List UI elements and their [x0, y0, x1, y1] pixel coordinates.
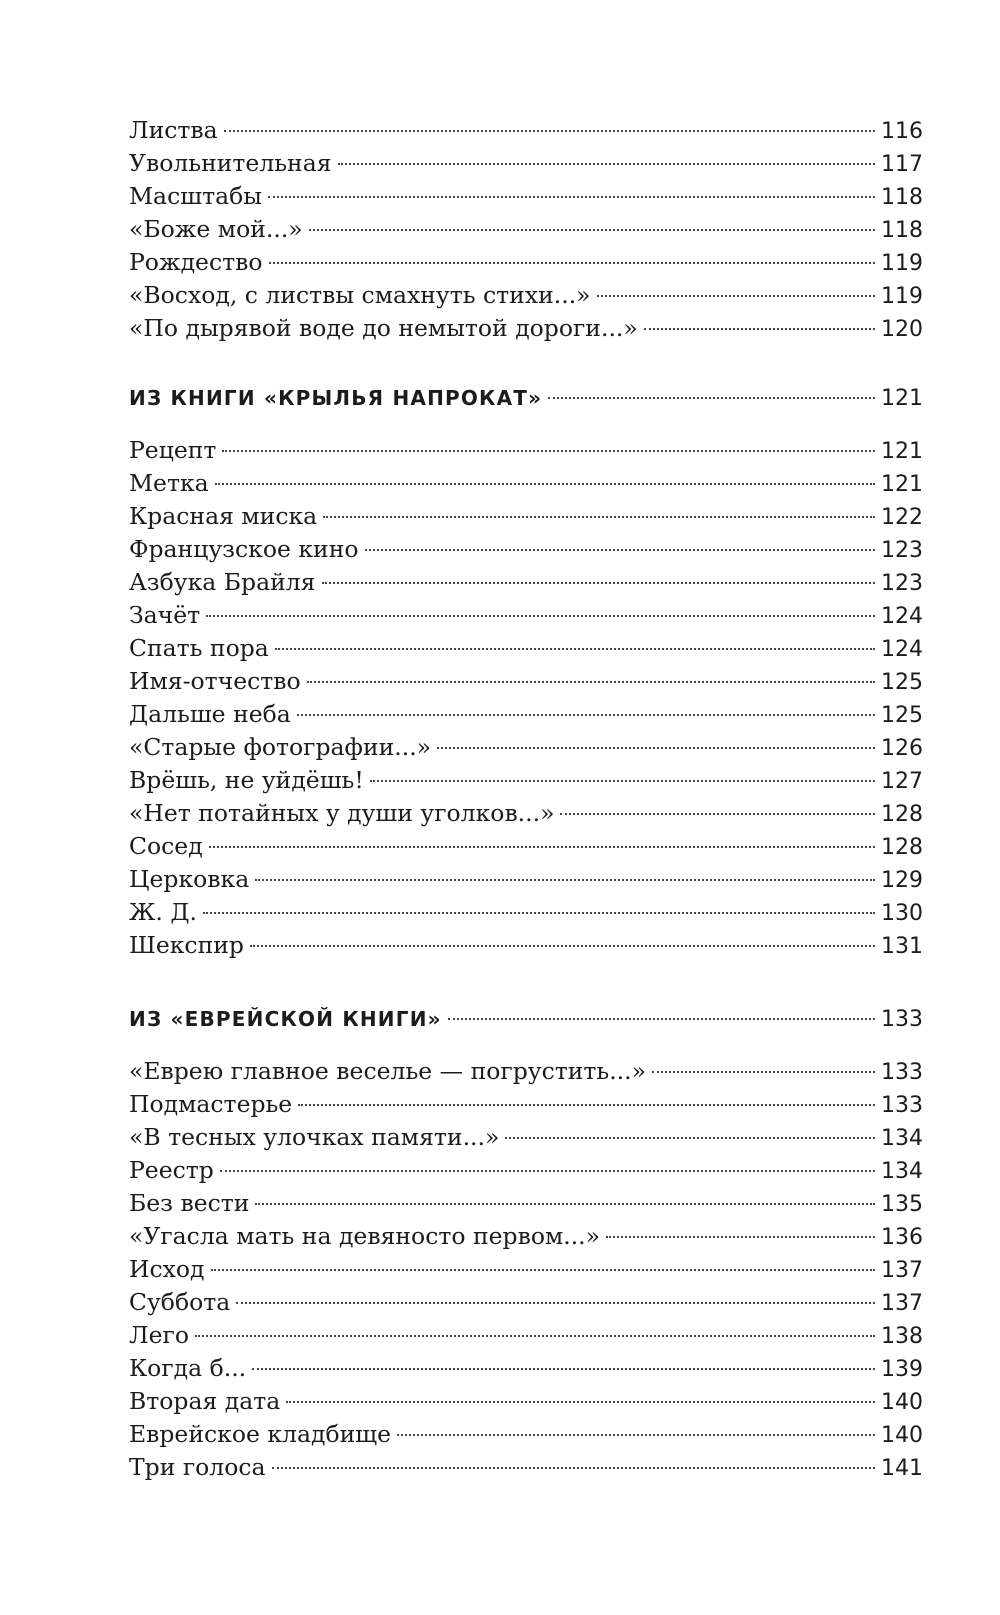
dot-leader	[269, 262, 876, 264]
toc-entry-title: Метка	[129, 469, 209, 497]
dot-leader	[437, 747, 875, 749]
dot-leader	[224, 130, 875, 132]
toc-entry-title: Азбука Брайля	[129, 568, 316, 596]
section-heading-title: ИЗ «ЕВРЕЙСКОЙ КНИГИ»	[129, 1007, 442, 1031]
toc-entry-title: «По дырявой воде до немытой дороги...»	[129, 314, 638, 342]
section-heading-title: ИЗ КНИГИ «КРЫЛЬЯ НАПРОКАТ»	[129, 386, 543, 410]
dot-leader	[397, 1434, 875, 1436]
toc-entry-page-number: 121	[881, 439, 923, 464]
toc-entry	[129, 566, 923, 599]
dot-leader	[309, 229, 875, 231]
dot-leader	[195, 1335, 875, 1337]
dot-leader	[323, 516, 875, 518]
toc-section	[129, 1002, 923, 1484]
toc-entry	[129, 279, 923, 312]
toc-entry-title: Зачёт	[129, 601, 201, 629]
toc-entry-page-number: 120	[881, 317, 923, 342]
toc-entry-page-number: 135	[881, 1192, 923, 1217]
toc-entry-page-number: 141	[881, 1456, 923, 1481]
dot-leader	[275, 648, 875, 650]
toc-entry-title: Реестр	[129, 1156, 214, 1184]
toc-entry-page-number: 139	[881, 1357, 923, 1382]
toc-entry	[129, 434, 923, 467]
toc-entry	[129, 896, 923, 929]
toc-entry	[129, 863, 923, 896]
toc-entry-title: Суббота	[129, 1288, 231, 1316]
toc-entry-title: «Еврею главное веселье — погрустить...»	[129, 1057, 646, 1085]
toc-entry	[129, 1418, 923, 1451]
dot-leader	[211, 1269, 875, 1271]
toc-entry-page-number: 133	[881, 1093, 923, 1118]
toc-entry	[129, 665, 923, 698]
toc-entry-title: Красная миска	[129, 502, 318, 530]
table-of-contents	[129, 114, 923, 1484]
toc-entry	[129, 797, 923, 830]
dot-leader	[250, 945, 875, 947]
toc-entry-title: Церковка	[129, 865, 250, 893]
dot-leader	[286, 1401, 875, 1403]
dot-leader	[220, 1170, 875, 1172]
dot-leader	[215, 483, 875, 485]
toc-entry-title: Три голоса	[129, 1453, 266, 1481]
toc-entry-page-number: 126	[881, 736, 923, 761]
toc-entry-title: Масштабы	[129, 182, 262, 210]
toc-entry-title: Подмастерье	[129, 1090, 293, 1118]
toc-entry-title: «В тесных улочках памяти...»	[129, 1123, 500, 1151]
toc-entry-title: Рождество	[129, 248, 263, 276]
toc-entry	[129, 1055, 923, 1088]
toc-entry-page-number: 123	[881, 538, 923, 563]
toc-entry-title: Имя-отчество	[129, 667, 301, 695]
toc-entry-page-number: 128	[881, 802, 923, 827]
dot-leader	[307, 681, 875, 683]
dot-leader	[203, 912, 875, 914]
dot-leader	[268, 196, 875, 198]
toc-entry	[129, 1385, 923, 1418]
dot-leader	[548, 397, 875, 399]
toc-entry-title: Сосед	[129, 832, 203, 860]
section-heading-page-number: 133	[881, 1007, 923, 1032]
dot-leader	[298, 1104, 875, 1106]
toc-entry	[129, 147, 923, 180]
dot-leader	[560, 813, 875, 815]
toc-entry	[129, 213, 923, 246]
toc-entry-title: Французское кино	[129, 535, 359, 563]
dot-leader	[255, 1203, 875, 1205]
toc-entry	[129, 1319, 923, 1352]
toc-section-heading	[129, 381, 923, 415]
toc-section-heading	[129, 1002, 923, 1036]
dot-leader	[222, 450, 875, 452]
toc-entry-page-number: 129	[881, 868, 923, 893]
dot-leader	[606, 1236, 875, 1238]
toc-entry	[129, 1352, 923, 1385]
toc-section	[129, 381, 923, 962]
dot-leader	[209, 846, 875, 848]
toc-entry-page-number: 124	[881, 637, 923, 662]
toc-entry-page-number: 125	[881, 703, 923, 728]
toc-entry	[129, 764, 923, 797]
dot-leader	[252, 1368, 875, 1370]
toc-entry	[129, 731, 923, 764]
dot-leader	[365, 549, 875, 551]
toc-entry	[129, 1154, 923, 1187]
toc-entry-page-number: 136	[881, 1225, 923, 1250]
dot-leader	[338, 163, 875, 165]
toc-entry-page-number: 134	[881, 1126, 923, 1151]
dot-leader	[206, 615, 875, 617]
dot-leader	[448, 1018, 875, 1020]
toc-entry-title: Еврейское кладбище	[129, 1420, 392, 1448]
toc-entry-title: Рецепт	[129, 436, 217, 464]
toc-entry	[129, 114, 923, 147]
toc-entry	[129, 698, 923, 731]
toc-entry-title: Спать пора	[129, 634, 269, 662]
toc-entry	[129, 1253, 923, 1286]
toc-entry-page-number: 116	[881, 119, 923, 144]
toc-entry-page-number: 133	[881, 1060, 923, 1085]
toc-entry-page-number: 128	[881, 835, 923, 860]
dot-leader	[597, 295, 875, 297]
toc-entry-page-number: 138	[881, 1324, 923, 1349]
toc-entry-page-number: 124	[881, 604, 923, 629]
toc-entry-page-number: 119	[881, 284, 923, 309]
toc-entry-page-number: 130	[881, 901, 923, 926]
dot-leader	[370, 780, 875, 782]
toc-entry-title: Дальше неба	[129, 700, 291, 728]
toc-entry-page-number: 117	[881, 152, 923, 177]
toc-entry	[129, 830, 923, 863]
dot-leader	[255, 879, 875, 881]
toc-entry-page-number: 119	[881, 251, 923, 276]
toc-entry	[129, 1121, 923, 1154]
toc-entry-title: Увольнительная	[129, 149, 332, 177]
toc-entry-page-number: 121	[881, 472, 923, 497]
toc-entry-page-number: 125	[881, 670, 923, 695]
toc-entry-page-number: 118	[881, 218, 923, 243]
dot-leader	[322, 582, 876, 584]
toc-entry-page-number: 118	[881, 185, 923, 210]
toc-entry	[129, 467, 923, 500]
toc-entry-title: «Нет потайных у души уголков...»	[129, 799, 555, 827]
toc-entry-page-number: 131	[881, 934, 923, 959]
toc-entry	[129, 929, 923, 962]
toc-entry	[129, 500, 923, 533]
toc-entry-page-number: 137	[881, 1291, 923, 1316]
toc-entry-title: Лего	[129, 1321, 189, 1349]
toc-entry	[129, 533, 923, 566]
toc-entry	[129, 1088, 923, 1121]
toc-entry	[129, 1187, 923, 1220]
dot-leader	[236, 1302, 875, 1304]
dot-leader	[505, 1137, 875, 1139]
toc-entry-page-number: 134	[881, 1159, 923, 1184]
toc-entry	[129, 312, 923, 345]
toc-entry-title: Врёшь, не уйдёшь!	[129, 766, 364, 794]
toc-entry-title: «Угасла мать на девяносто первом...»	[129, 1222, 601, 1250]
toc-section	[129, 114, 923, 345]
toc-entry-page-number: 122	[881, 505, 923, 530]
toc-entry-title: Исход	[129, 1255, 205, 1283]
toc-entry	[129, 1220, 923, 1253]
dot-leader	[644, 328, 875, 330]
toc-entry-title: Вторая дата	[129, 1387, 281, 1415]
toc-entry-title: «Восход, с листвы смахнуть стихи...»	[129, 281, 591, 309]
toc-entry-title: «Старые фотографии...»	[129, 733, 432, 761]
toc-entry-title: Листва	[129, 116, 218, 144]
toc-entry	[129, 246, 923, 279]
toc-entry-page-number: 137	[881, 1258, 923, 1283]
dot-leader	[272, 1467, 875, 1469]
toc-entry-title: Ж. Д.	[129, 898, 197, 926]
dot-leader	[297, 714, 875, 716]
toc-entry-title: «Боже мой...»	[129, 215, 303, 243]
section-heading-page-number: 121	[881, 386, 923, 411]
toc-entry-page-number: 127	[881, 769, 923, 794]
toc-entry-title: Шекспир	[129, 931, 244, 959]
toc-entry	[129, 1286, 923, 1319]
toc-entry-title: Без вести	[129, 1189, 250, 1217]
toc-entry-title: Когда б...	[129, 1354, 247, 1382]
toc-entry	[129, 180, 923, 213]
toc-entry	[129, 1451, 923, 1484]
toc-entry-page-number: 140	[881, 1423, 923, 1448]
dot-leader	[652, 1071, 875, 1073]
toc-entry	[129, 632, 923, 665]
toc-entry-page-number: 140	[881, 1390, 923, 1415]
toc-entry-page-number: 123	[881, 571, 923, 596]
toc-entry	[129, 599, 923, 632]
